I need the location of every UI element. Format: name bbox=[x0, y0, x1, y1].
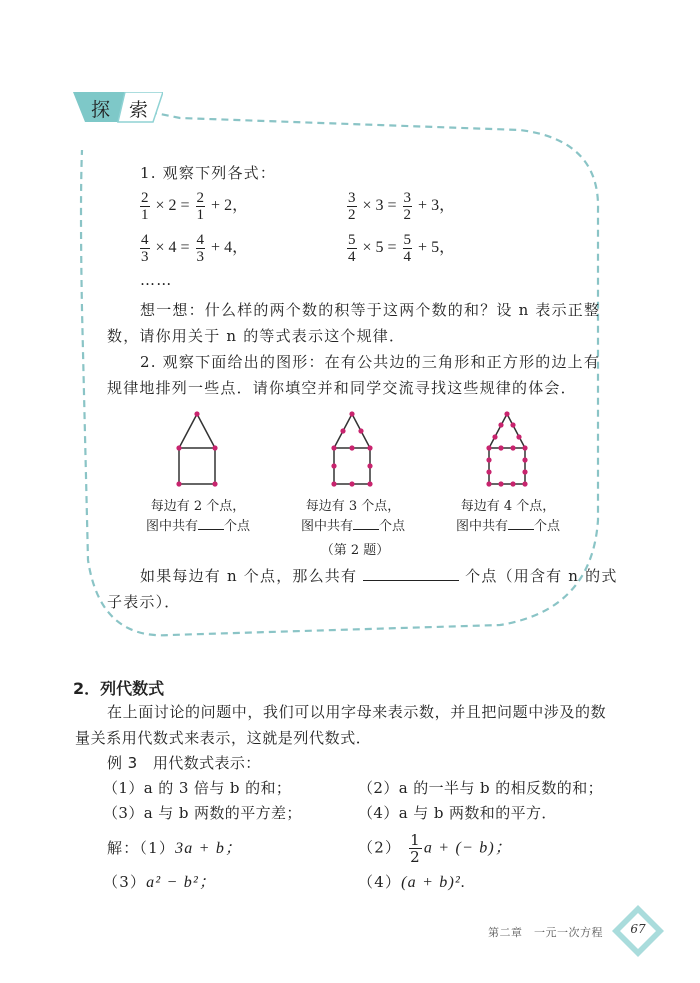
figure-caption-3: 每边有 4 个点， 图中共有 个点 bbox=[455, 499, 561, 534]
figure-label: （第 2 题） bbox=[320, 543, 390, 558]
equation-1: $\frac{2}{1}$ × 2 = $\frac{2}{1}$ + 2， bbox=[141, 190, 249, 223]
example3-item-3: （3）a 与 b 两数的平方差； bbox=[103, 804, 302, 822]
explore-tag-char1: 探 bbox=[91, 99, 111, 121]
solution-3: （3）a² − b²； bbox=[103, 873, 217, 891]
figure-caption-1: 每边有 2 个点， 图中共有 个点 bbox=[145, 499, 251, 534]
blank-2[interactable] bbox=[353, 515, 379, 530]
example3-item-4: （4）a 与 b 两数和的平方． bbox=[358, 804, 557, 822]
solution-1: 解：（1）3a + b； bbox=[107, 839, 243, 857]
figure-caption-2: 每边有 3 个点， 图中共有 个点 bbox=[300, 499, 406, 534]
equation-2: $\frac{3}{2}$ × 3 = $\frac{3}{2}$ + 3， bbox=[348, 190, 456, 223]
solution-2: （2） $\frac{1}{2}$ a + (− b)； bbox=[358, 831, 513, 866]
think-line2: 数，请你用关于 n 的等式表示这个规律． bbox=[107, 327, 406, 345]
ellipsis: …… bbox=[140, 271, 173, 289]
blank-3[interactable] bbox=[508, 515, 534, 530]
problem1-heading: 1. 观察下列各式： bbox=[140, 164, 277, 182]
problem2-line1: 2. 观察下面给出的图形：在有公共边的三角形和正方形的边上有 bbox=[140, 353, 601, 371]
page-number: 67 bbox=[630, 922, 646, 936]
solution-4: （4）(a + b)². bbox=[358, 873, 467, 891]
section-para-line1: 在上面讨论的问题中，我们可以用字母来表示数，并且把问题中涉及的数 bbox=[107, 703, 607, 721]
footer-chapter: 第二章 一元一次方程 bbox=[488, 926, 603, 939]
section-title: 2．列代数式 bbox=[73, 679, 165, 698]
section-para-line2: 量关系用代数式来表示，这就是列代数式． bbox=[75, 729, 372, 747]
example3-item-1: （1）a 的 3 倍与 b 的和； bbox=[103, 779, 292, 797]
example3-title: 例 3 用代数式表示： bbox=[107, 754, 261, 772]
equation-3: $\frac{4}{3}$ × 4 = $\frac{4}{3}$ + 4， bbox=[141, 232, 249, 265]
blank-1[interactable] bbox=[198, 515, 224, 530]
general-line1: 如果每边有 n 个点，那么共有 个点（用含有 n 的式 bbox=[140, 567, 618, 585]
think-line1: 想一想：什么样的两个数的积等于这两个数的和？设 n 表示正整 bbox=[140, 301, 601, 319]
general-line2: 子表示）． bbox=[107, 593, 181, 611]
problem2-line2: 规律地排列一些点．请你填空并和同学交流寻找这些规律的体会． bbox=[107, 379, 577, 397]
equation-4: $\frac{5}{4}$ × 5 = $\frac{5}{4}$ + 5， bbox=[348, 232, 456, 265]
explore-tag-char2: 索 bbox=[129, 99, 149, 121]
example3-item-2: （2）a 的一半与 b 的相反数的和； bbox=[358, 779, 603, 797]
blank-general[interactable] bbox=[363, 566, 459, 581]
